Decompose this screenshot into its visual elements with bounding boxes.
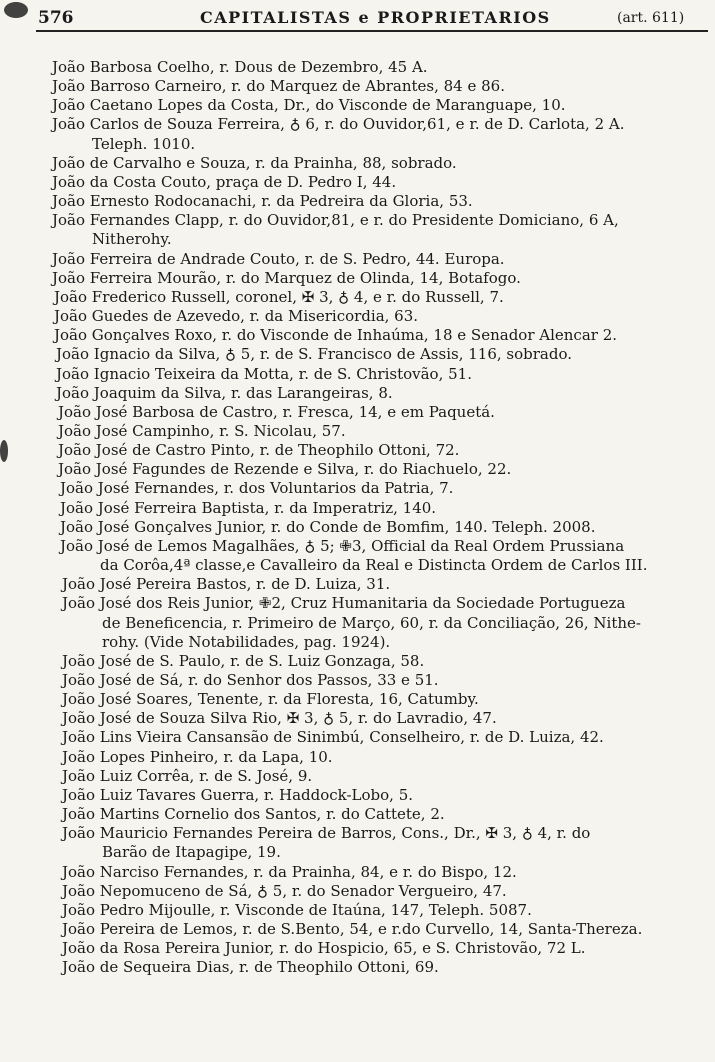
directory-entry — [0, 518, 715, 537]
entry-list — [0, 58, 715, 978]
entry-line: João Ignacio Teixeira da Motta, r. de S. Christovão, 51. — [56, 364, 472, 383]
directory-entry — [0, 115, 715, 153]
entry-line: João Narciso Fernandes, r. da Prainha, 84, e r. do Bispo, 12. — [62, 862, 517, 881]
entry-line: João Martins Cornelio dos Santos, r. do Cattete, 2. — [62, 805, 445, 824]
entry-line: João de Carvalho e Souza, r. da Prainha, 88, sobrado. — [52, 153, 457, 172]
directory-entry — [0, 575, 715, 594]
directory-entry — [0, 594, 715, 651]
directory-entry — [0, 326, 715, 345]
directory-entry — [0, 422, 715, 441]
entry-continuation-line: da Corôa,4ª classe,e Cavalleiro da Real e Distincta Ordem de Carlos III. — [100, 556, 648, 575]
entry-line: João Caetano Lopes da Costa, Dr., do Visconde de Maranguape, 10. — [52, 96, 566, 115]
entry-line: João José de Castro Pinto, r. de Theophilo Ottoni, 72. — [58, 441, 460, 460]
directory-entry — [0, 307, 715, 326]
directory-entry — [0, 748, 715, 767]
directory-entry — [0, 709, 715, 728]
entry-line: João José de Lemos Magalhães, ♁ 5; ✙3, Official da Real Ordem Prussiana — [60, 536, 625, 555]
section-reference: (art. 611) — [617, 10, 685, 26]
entry-line: João da Costa Couto, praça de D. Pedro I, 44. — [52, 172, 397, 191]
entry-line: João José Soares, Tenente, r. da Floresta, 16, Catumby. — [62, 690, 479, 709]
entry-line: João Fernandes Clapp, r. do Ouvidor,81, e r. do Presidente Domiciano, 6 A, — [52, 211, 619, 230]
entry-line: João Luiz Tavares Guerra, r. Haddock-Lobo, 5. — [62, 785, 414, 804]
header-rule — [36, 30, 708, 32]
directory-entry — [0, 58, 715, 77]
entry-line: João de Sequeira Dias, r. de Theophilo Ottoni, 69. — [62, 958, 439, 977]
entry-line: João José Gonçalves Junior, r. do Conde de Bomfim, 140. Teleph. 2008. — [60, 517, 596, 536]
directory-entry — [0, 365, 715, 384]
entry-line: João da Rosa Pereira Junior, r. do Hospicio, 65, e S. Christovão, 72 L. — [62, 939, 586, 958]
entry-line: João José Campinho, r. S. Nicolau, 57. — [58, 421, 346, 440]
entry-line: João José dos Reis Junior, ✙2, Cruz Humanitaria da Sociedade Portugueza — [62, 594, 626, 613]
entry-line: João Lins Vieira Cansansão de Sinimbú, Conselheiro, r. de D. Luiza, 42. — [62, 728, 604, 747]
directory-entry — [0, 958, 715, 977]
directory-entry — [0, 96, 715, 115]
page-title: CAPITALISTAS e PROPRIETARIOS — [200, 8, 551, 27]
entry-line: João Joaquim da Silva, r. das Larangeiras, 8. — [56, 383, 393, 402]
directory-entry — [0, 192, 715, 211]
entry-line: João Pedro Mijoulle, r. Visconde de Itaúna, 147, Teleph. 5087. — [62, 900, 532, 919]
ink-blot-top-left — [4, 2, 28, 18]
directory-entry — [0, 345, 715, 364]
entry-line: João José Pereira Bastos, r. de D. Luiza, 31. — [62, 575, 391, 594]
entry-line: João José de Souza Silva Rio, ✠ 3, ♁ 5, r. do Lavradio, 47. — [62, 709, 497, 728]
directory-entry — [0, 805, 715, 824]
entry-line: João Gonçalves Roxo, r. do Visconde de Inhaúma, 18 e Senador Alencar 2. — [54, 326, 618, 345]
directory-entry — [0, 441, 715, 460]
entry-line: João Carlos de Souza Ferreira, ♁ 6, r. do Ouvidor,61, e r. de D. Carlota, 2 A. — [52, 115, 625, 134]
directory-entry — [0, 690, 715, 709]
directory-entry — [0, 173, 715, 192]
directory-entry — [0, 882, 715, 901]
entry-line: João Luiz Corrêa, r. de S. José, 9. — [62, 766, 313, 785]
directory-entry — [0, 269, 715, 288]
entry-line: João Pereira de Lemos, r. de S.Bento, 54, e r.do Curvello, 14, Santa-Thereza. — [62, 920, 643, 939]
directory-entry — [0, 671, 715, 690]
directory-entry — [0, 250, 715, 269]
entry-line: João Barroso Carneiro, r. do Marquez de Abrantes, 84 e 86. — [52, 77, 505, 96]
entry-continuation-line: Barão de Itapagipe, 19. — [102, 843, 281, 862]
entry-line: João Guedes de Azevedo, r. da Misericordia, 63. — [54, 307, 419, 326]
entry-continuation-line: rohy. (Vide Notabilidades, pag. 1924). — [102, 632, 391, 651]
entry-line: João Lopes Pinheiro, r. da Lapa, 10. — [62, 747, 333, 766]
directory-entry — [0, 939, 715, 958]
entry-line: João Ernesto Rodocanachi, r. da Pedreira da Gloria, 53. — [52, 192, 473, 211]
entry-continuation-line: Teleph. 1010. — [92, 134, 196, 153]
directory-entry — [0, 384, 715, 403]
entry-line: João José Fagundes de Rezende e Silva, r. do Riachuelo, 22. — [58, 460, 512, 479]
entry-line: João Mauricio Fernandes Pereira de Barros, Cons., Dr., ✠ 3, ♁ 4, r. do — [62, 824, 591, 843]
directory-entry — [0, 901, 715, 920]
entry-line: João José Ferreira Baptista, r. da Imperatriz, 140. — [60, 498, 437, 517]
entry-line: João Ignacio da Silva, ♁ 5, r. de S. Francisco de Assis, 116, sobrado. — [56, 345, 572, 364]
entry-line: João Frederico Russell, coronel, ✠ 3, ♁ 4, e r. do Russell, 7. — [54, 287, 504, 306]
entry-line: João Barbosa Coelho, r. Dous de Dezembro, 45 A. — [52, 58, 428, 76]
entry-line: João José Fernandes, r. dos Voluntarios da Patria, 7. — [60, 479, 454, 498]
directory-entry — [0, 211, 715, 249]
directory-entry — [0, 154, 715, 173]
directory-entry — [0, 460, 715, 479]
entry-line: João José de Sá, r. do Senhor dos Passos, 33 e 51. — [62, 671, 439, 689]
page-number: 576 — [38, 8, 74, 28]
directory-entry — [0, 499, 715, 518]
directory-entry — [0, 786, 715, 805]
directory-entry — [0, 479, 715, 498]
entry-continuation-line: de Beneficencia, r. Primeiro de Março, 60, r. da Conciliação, 26, Nithe- — [102, 613, 641, 632]
directory-entry — [0, 403, 715, 422]
entry-line: João Nepomuceno de Sá, ♁ 5, r. do Senador Vergueiro, 47. — [62, 881, 507, 900]
entry-line: João Ferreira de Andrade Couto, r. de S. Pedro, 44. Europa. — [52, 249, 505, 268]
directory-entry — [0, 920, 715, 939]
entry-line: João José de S. Paulo, r. de S. Luiz Gonzaga, 58. — [62, 651, 425, 670]
entry-continuation-line: Nitherohy. — [92, 230, 172, 249]
directory-entry — [0, 537, 715, 575]
directory-entry — [0, 824, 715, 862]
directory-entry — [0, 652, 715, 671]
entry-line: João Ferreira Mourão, r. do Marquez de Olinda, 14, Botafogo. — [52, 268, 521, 287]
entry-line: João José Barbosa de Castro, r. Fresca, 14, e em Paquetá. — [58, 402, 495, 421]
directory-entry — [0, 767, 715, 786]
directory-entry — [0, 728, 715, 747]
directory-entry — [0, 77, 715, 96]
directory-entry — [0, 288, 715, 307]
directory-entry — [0, 863, 715, 882]
